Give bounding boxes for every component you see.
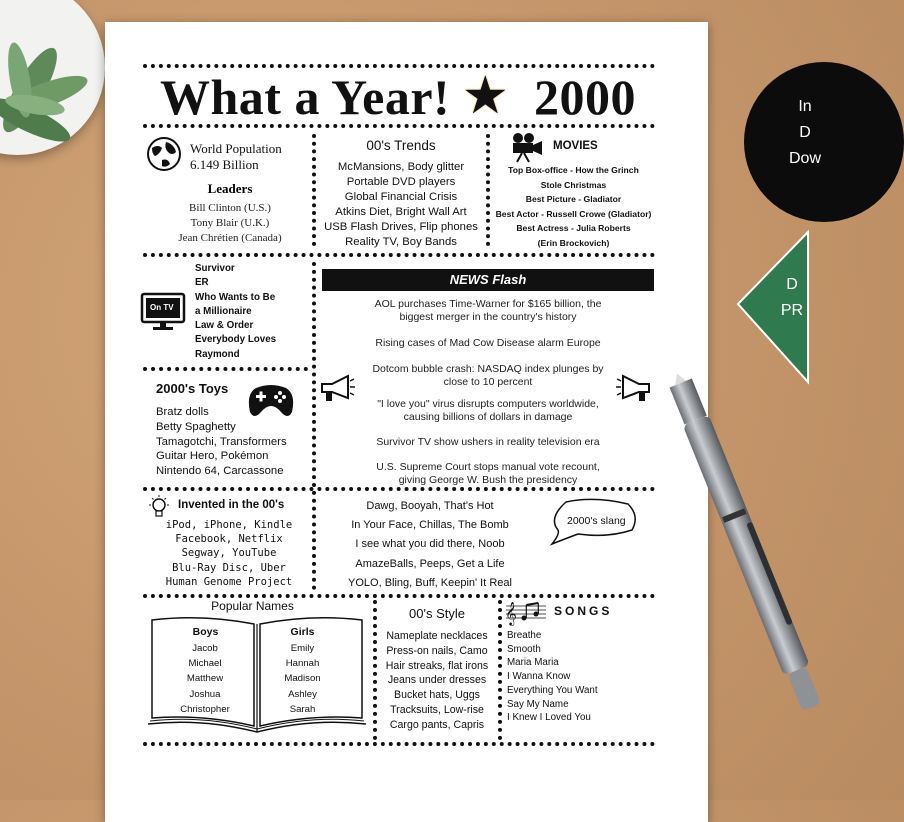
style-item: Cargo pants, Capris	[389, 718, 485, 731]
toy-item: Tamagotchi, Transformers	[156, 435, 287, 448]
style-item: Press-on nails, Camo	[386, 644, 488, 657]
style-item: Hair streaks, flat irons	[385, 659, 489, 672]
news-line: causing billions of dollars in damage	[403, 411, 573, 423]
movie-item: Best Actor - Russell Crowe (Gladiator)	[495, 208, 652, 219]
slang-item: I see what you did there, Noob	[355, 538, 505, 551]
divider	[498, 600, 502, 740]
movie-item: Best Actress - Julia Roberts	[516, 223, 631, 233]
style-item: Jeans under dresses	[387, 674, 487, 687]
news-line: Survivor TV show ushers in reality television era	[376, 436, 600, 448]
movie-item: Best Picture - Gladiator	[525, 194, 622, 204]
boy-name: Christopher	[180, 703, 230, 715]
divider	[312, 134, 316, 246]
news-line: Rising cases of Mad Cow Disease alarm Europe	[375, 337, 601, 349]
song-item: I Wanna Know	[507, 671, 571, 683]
population-value: 6.149 Billion	[190, 157, 259, 172]
pen-icon	[650, 370, 800, 800]
girl-name: Sarah	[289, 703, 316, 715]
slang-item: Dawg, Booyah, That's Hot	[366, 500, 494, 512]
news-line: giving George W. Bush the presidency	[398, 474, 578, 486]
trends-heading: 00's Trends	[366, 138, 436, 153]
slang-item: YOLO, Bling, Buff, Keepin' It Real	[348, 576, 512, 589]
boy-name: Joshua	[189, 688, 221, 700]
movie-camera-icon	[510, 132, 544, 162]
trend-item: Global Financial Crisis	[344, 191, 458, 203]
boy-name: Jacob	[192, 643, 218, 654]
toy-item: Bratz dolls	[156, 406, 209, 418]
badge-line: D	[799, 124, 811, 141]
girl-name: Madison	[284, 673, 321, 685]
movie-item: Top Box-office - How the Grinch	[508, 165, 639, 175]
names-heading: Popular Names	[211, 599, 294, 613]
badge-line: D	[786, 276, 798, 293]
divider	[143, 124, 655, 128]
divider	[143, 594, 655, 598]
divider	[143, 367, 308, 371]
tv-show: ER	[195, 277, 209, 289]
song-item: Smooth	[507, 643, 541, 655]
boys-heading: Boys	[192, 626, 219, 638]
tv-show: Who Wants to Be	[195, 291, 276, 303]
trend-item: USB Flash Drives, Flip phones	[324, 221, 478, 233]
trend-item: Atkins Diet, Bright Wall Art	[335, 206, 467, 218]
song-item: Maria Maria	[507, 657, 559, 669]
style-item: Nameplate necklaces	[386, 630, 488, 642]
tv-show: Raymond	[195, 348, 240, 360]
svg-text:𝄞: 𝄞	[505, 601, 517, 625]
megaphone-icon	[318, 372, 356, 406]
divider	[373, 600, 377, 740]
page-year: 2000	[534, 69, 636, 125]
invented-item: Segway, YouTube	[181, 547, 277, 560]
leaders-heading: Leaders	[207, 181, 253, 196]
toy-item: Guitar Hero, Pokémon	[156, 450, 269, 463]
divider	[143, 742, 655, 746]
style-heading: 00's Style	[409, 606, 465, 621]
girl-name: Emily	[290, 643, 315, 654]
style-item: Tracksuits, Low-rise	[390, 703, 484, 716]
tv-show: Law & Order	[195, 320, 254, 332]
star-icon: ★	[462, 67, 509, 125]
divider	[486, 134, 490, 246]
style-item: Bucket hats, Uggs	[394, 689, 480, 702]
leader-name: Tony Blair (U.K.)	[190, 217, 270, 229]
globe-icon	[146, 136, 182, 172]
tv-label: On TV	[150, 303, 174, 312]
trend-item: McMansions, Body glitter	[337, 161, 465, 173]
news-line: U.S. Supreme Court stops manual vote recount,	[376, 461, 600, 473]
news-line: Dotcom bubble crash: NASDAQ index plunges by	[372, 363, 604, 375]
boy-name: Matthew	[186, 673, 224, 685]
invented-item: Blu-Ray Disc, Uber	[172, 561, 286, 574]
tv-show: Everybody Loves	[195, 334, 277, 346]
badge-line: Dow	[788, 150, 821, 167]
invented-item: Human Genome Project	[165, 575, 293, 588]
news-line: AOL purchases Time-Warner for $165 billion, the	[374, 298, 602, 310]
invented-item: Facebook, Netflix	[175, 533, 283, 546]
megaphone-icon	[615, 372, 653, 406]
news-line: "I love you" virus disrupts computers worldwide,	[377, 398, 599, 410]
news-line: biggest merger in the country's history	[399, 311, 577, 323]
song-item: Breathe	[507, 630, 542, 641]
slang-item: AmazeBalls, Peeps, Get a Life	[355, 557, 505, 570]
movies-heading: MOVIES	[553, 140, 598, 152]
population-label: World Population	[190, 141, 282, 156]
badge-line: In	[798, 98, 812, 115]
divider	[312, 262, 316, 590]
movie-item: Stole Christmas	[540, 179, 607, 190]
slang-label: 2000's slang	[567, 515, 626, 527]
news-heading: NEWS Flash	[322, 269, 654, 291]
invented-heading: Invented in the 00's	[178, 499, 285, 511]
leader-name: Bill Clinton (U.S.)	[189, 202, 271, 214]
girl-name: Hannah	[285, 658, 320, 670]
divider	[143, 253, 655, 257]
news-line: close to 10 percent	[443, 376, 533, 388]
trend-item: Reality TV, Boy Bands	[345, 236, 457, 248]
invented-item: iPod, iPhone, Kindle	[165, 519, 293, 531]
songs-heading: SONGS	[554, 604, 613, 618]
tv-show: a Millionaire	[195, 305, 252, 317]
succulent-plant-icon	[0, 10, 110, 180]
toy-item: Betty Spaghetty	[156, 420, 236, 433]
song-item: Everything You Want	[507, 684, 598, 696]
trend-item: Portable DVD players	[346, 176, 456, 188]
girls-heading: Girls	[290, 626, 315, 638]
song-item: Say My Name	[507, 698, 569, 710]
girl-name: Ashley	[288, 688, 317, 700]
toy-item: Nintendo 64, Carcassone	[156, 465, 284, 478]
music-notes-icon	[504, 600, 548, 624]
leader-name: Jean Chrétien (Canada)	[178, 232, 282, 244]
badge-line: PR	[780, 302, 804, 319]
boy-name: Michael	[188, 658, 222, 670]
slang-item: In Your Face, Chillas, The Bomb	[351, 519, 509, 532]
page-title: What a Year!	[160, 69, 451, 125]
divider	[143, 487, 655, 491]
tv-show: Survivor	[195, 263, 235, 274]
toys-heading: 2000's Toys	[156, 381, 229, 396]
movie-item: (Erin Brockovich)	[537, 237, 610, 248]
television-icon	[140, 292, 186, 332]
song-item: I Knew I Loved You	[507, 712, 591, 724]
